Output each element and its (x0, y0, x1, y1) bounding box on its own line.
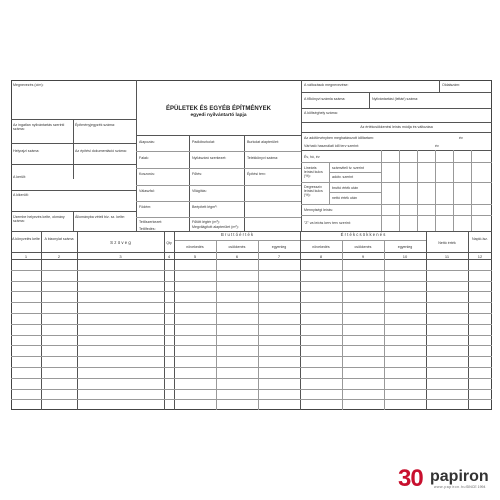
col-num-11: 11 (444, 254, 450, 259)
label-uzembe: Üzembe helyezés kelte, okmány száma: (13, 215, 65, 224)
papiron-logo (398, 466, 493, 492)
label-ev2: év (435, 144, 439, 148)
label-linearis: Lineáris leírási kulcs (%): (304, 166, 323, 179)
table-row-line (11, 335, 492, 336)
label-evhoev: Év, hó, év (304, 155, 320, 159)
table-row-line (11, 291, 492, 292)
col-num-5: 5 (193, 254, 197, 259)
logo-since: SINCE 1994 (466, 485, 486, 489)
label-oldalszam: Oldalszám: (442, 83, 460, 87)
label-kikerult: A kikerült: (13, 193, 29, 197)
label-futott: Fűtött légtér (m³): (192, 220, 220, 224)
label-varhato: Várható használati idő terv szerint: (304, 144, 360, 148)
label-epitesi-terv: Építési terv: (247, 172, 266, 176)
table-row-line (11, 302, 492, 303)
label-ingatlan: Az ingatlan nyilvántartás szerinti száma: (13, 123, 65, 132)
label-kerult: A került: (13, 175, 26, 179)
col-header-ertekcsokkenes: É r t é k c s ö k k e n é s (340, 232, 386, 237)
col-num-9: 9 (361, 254, 365, 259)
col-header-bizonylat: A bizonylat száma (44, 237, 74, 241)
label-teleknyilv: Telekkönyvi száma: (247, 156, 279, 160)
table-row-line (11, 281, 492, 282)
label-megvilagitott: Megvilágított alapterület (m²): (192, 225, 239, 229)
col-header-egyenleg-1: egyenleg (271, 245, 287, 249)
label-kolthely: A költséghely száma: (304, 111, 338, 115)
col-num-2: 2 (57, 254, 61, 259)
col-num-1: 1 (24, 254, 28, 259)
label-tetofedes: Tetőfedés: (139, 227, 156, 231)
label-nyilaszaro: Nyílászáró szerkezet: (192, 156, 227, 160)
label-vilagitas: Világítás: (192, 189, 207, 193)
label-deg: Degresszív leírási kulcs (%): (304, 185, 323, 198)
label-epitmeny: Építményjegyzék száma: (75, 123, 115, 127)
table-row-line (11, 345, 492, 346)
inventory-form (11, 80, 492, 410)
col-header-qty: Qty (166, 241, 172, 245)
label-koszorus: Koszorús: (139, 172, 155, 176)
label-nyilvantartasi: Nyilvántartási (leltári) száma: (372, 97, 419, 101)
col-num-6: 6 (235, 254, 239, 259)
logo-name: papiron (430, 468, 489, 485)
table-row-line (11, 378, 492, 379)
label-padlo: Padlóburkolat: (192, 140, 215, 144)
col-num-7: 7 (277, 254, 281, 259)
table-row-line (11, 389, 492, 390)
col-num-4: 4 (167, 254, 171, 259)
label-fokonyvi: A főkönyvi számla száma: (304, 97, 346, 101)
label-adotorv: Az adótörvényben meghatározott időtartam: (304, 136, 374, 140)
label-dokumentacio: Az építési dokumentáció száma: (75, 149, 127, 153)
label-fal: Falak: (139, 156, 149, 160)
col-header-datum: A könyvelés kelte (12, 237, 40, 241)
label-nettoertek: nettó érték után (332, 196, 357, 200)
label-megnevezes: Megnevezés (cím): (13, 83, 44, 87)
label-ev1: év (459, 136, 463, 140)
label-szamviteli: számviteli tv. szerint (332, 166, 364, 170)
label-bruttoertek: bruttó érték után (332, 186, 359, 190)
col-header-brutto: B r u t t ó é r t é k (220, 232, 254, 237)
table-row-line (11, 324, 492, 325)
logo-number: 30 (398, 465, 423, 492)
label-allomany: Állományba vételi biz. sz. kelte: (75, 215, 125, 219)
label-z-sz: "Z" va leírás kerv terv szerint: (304, 221, 351, 225)
col-header-szoveg: S z ö v e g (110, 240, 131, 245)
table-row-line (11, 367, 492, 368)
table-row-line (11, 399, 492, 400)
table-row-line (11, 313, 492, 314)
label-valaszfal: Válaszfal: (139, 189, 155, 193)
label-beepitett: Beépített légm³: (192, 205, 218, 209)
col-header-novekedes-2: növekedés (312, 245, 330, 249)
label-alapozas: Alapozás: (139, 140, 155, 144)
label-mennyisegi: Mennyiségi leírás: (304, 208, 333, 212)
label-helyrajzi: Helyrajzi száma: (13, 149, 40, 153)
col-num-8: 8 (319, 254, 323, 259)
col-header-csokkenes-1: csökkenés (228, 245, 246, 249)
form-title: ÉPÜLETEK ÉS EGYÉB ÉPÍTMÉNYEK (165, 106, 272, 112)
col-header-egyenleg-2: egyenleg (397, 245, 413, 249)
col-num-10: 10 (402, 254, 408, 259)
col-header-novekedes-1: növekedés (186, 245, 204, 249)
form-subtitle: egyedi nyilvántartó lapja (190, 113, 247, 118)
col-header-naplo: Napló-lsz. (472, 237, 488, 241)
table-row-line (11, 356, 492, 357)
label-burkolat: Burkolat alapterület: (247, 140, 279, 144)
col-header-netto: Nettó érték (438, 241, 456, 245)
col-header-csokkenes-2: csökkenés (354, 245, 372, 249)
label-fodem: Födém: (139, 205, 152, 209)
label-ertekcsokkenes: Az értékcsökkenési leírás módja és változása (360, 125, 433, 129)
label-tetoszerk: Tetőszerkezet: (139, 220, 163, 224)
table-row-line (11, 270, 492, 271)
logo-url: www.papiron.hu (434, 485, 466, 489)
label-valtozas: A változások megnevezése: (304, 83, 349, 87)
col-num-3: 3 (119, 254, 122, 259)
label-futes: Fűtés: (192, 172, 202, 176)
label-adotv: adótv. szerint (332, 175, 354, 179)
col-num-12: 12 (477, 254, 483, 259)
